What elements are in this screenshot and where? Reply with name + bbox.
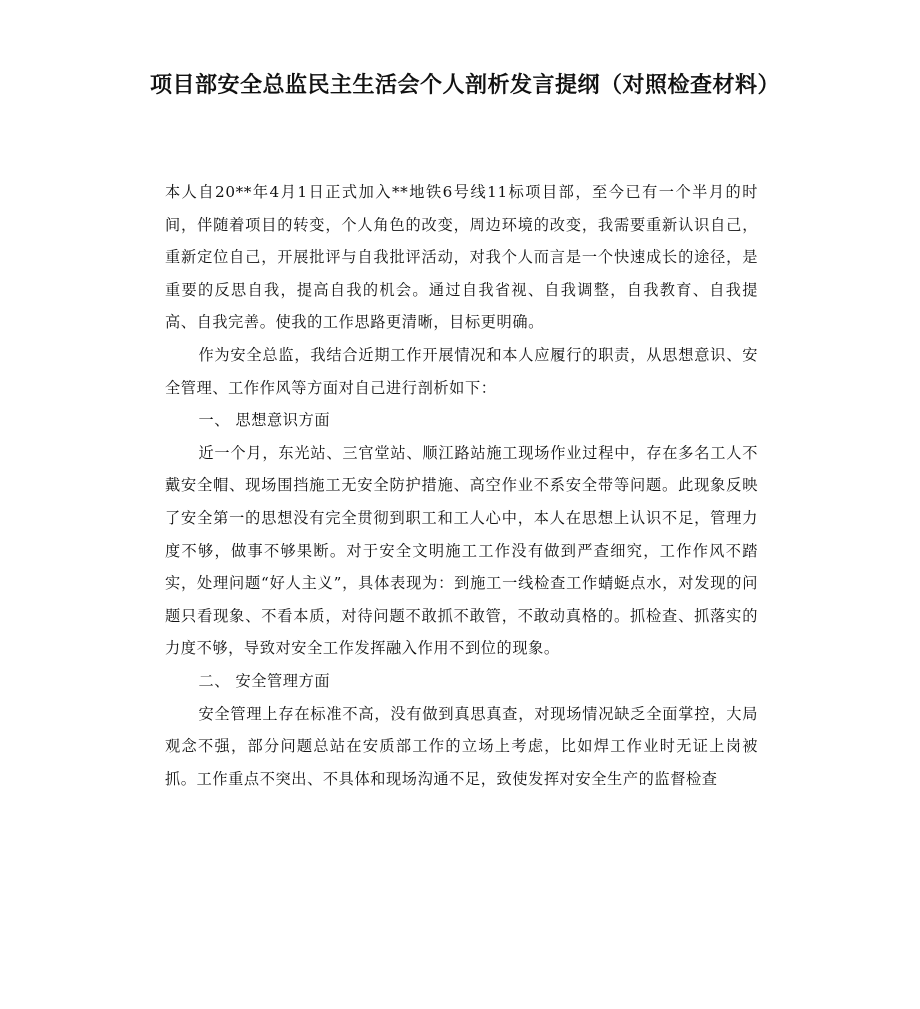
document-body [165, 176, 758, 795]
paragraph-intro: 本人自20**年4月1日正式加入**地铁6号线11标项目部，至今已有一个半月的时间，伴随着项目的转变，个人角色的改变，周边环境的改变，我需要重新认识自己，重新定位自己，开展批评与自我批评活动，对我个人而言是一个快速成长的途径，是重要的反思自我，提高自我的机会。通过自我省视、自我调整，自我教育、自我提高、自我完善。使我的工作思路更清晰，目标更明确。 [165, 183, 758, 332]
paragraph-role: 作为安全总监，我结合近期工作开展情况和本人应履行的职责，从思想意识、安全管理、工作作风等方面对自己进行剖析如下： [165, 345, 758, 397]
paragraph-safety-management: 安全管理上存在标准不高，没有做到真思真查，对现场情况缺乏全面掌控，大局观念不强，部分问题总站在安质部工作的立场上考虑，比如焊工作业时无证上岗被抓。工作重点不突出、不具体和现场沟通不足，致使发挥对安全生产的监督检查 [165, 704, 758, 788]
section-heading-ideology: 一、 思想意识方面 [198, 411, 331, 430]
document-title: 项目部安全总监民主生活会个人剖析发言提纲（对照检查材料） [150, 73, 781, 98]
paragraph-ideology: 近一个月，东光站、三官堂站、顺江路站施工现场作业过程中，存在多名工人不戴安全帽、现场围挡施工无安全防护措施、高空作业不系安全带等问题。此现象反映了安全第一的思想没有完全贯彻到职工和工人心中，本人在思想上认识不足，管理力度不够，做事不够果断。对于安全文明施工工作没有做到严查细究，工作作风不踏实，处理问题“好人主义”，具体表现为：到施工一线检查工作蜻蜓点水，对发现的问题只看现象、不看本质，对待问题不敢抓不敢管，不敢动真格的。抓检查、抓落实的力度不够，导致对安全工作发挥融入作用不到位的现象。 [165, 443, 758, 658]
section-heading-safety-management: 二、 安全管理方面 [198, 671, 331, 690]
